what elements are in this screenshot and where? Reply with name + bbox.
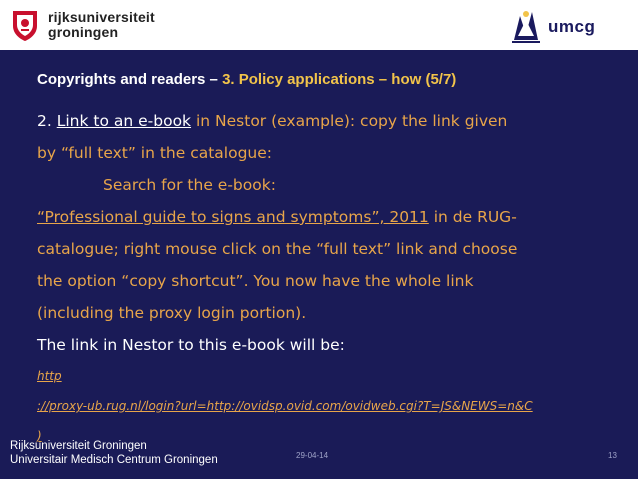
slide-body bbox=[37, 105, 638, 451]
footer bbox=[0, 437, 638, 479]
rug-name-line1: rijksuniversiteit bbox=[48, 9, 155, 25]
rug-wordmark bbox=[48, 10, 155, 40]
body-line-3: Search for the e-book: bbox=[103, 176, 276, 194]
step-number: 2. bbox=[37, 112, 57, 130]
umcg-emblem-icon bbox=[508, 6, 544, 46]
page-number: 13 bbox=[608, 451, 617, 460]
footer-institution bbox=[10, 439, 218, 467]
line1-text: in Nestor (example): copy the link given bbox=[191, 112, 508, 130]
body-line-6: the option “copy shortcut”. You now have the whole link bbox=[37, 272, 474, 290]
footer-inst-line1: Rijksuniversiteit Groningen bbox=[10, 440, 147, 452]
body-line-2: by “full text” in the catalogue: bbox=[37, 144, 273, 162]
umcg-logo bbox=[508, 6, 628, 46]
footer-inst-line2: Universitair Medisch Centrum Groningen bbox=[10, 454, 218, 466]
footer-date: 29-04-14 bbox=[296, 451, 329, 460]
rug-name-line2: groningen bbox=[48, 24, 119, 40]
rug-logo bbox=[10, 8, 160, 44]
body-line-1 bbox=[37, 105, 638, 137]
line4-text: in de RUG- bbox=[428, 208, 517, 226]
ebook-link[interactable]: Link to an e-book bbox=[56, 112, 192, 130]
slide-content-area bbox=[0, 50, 638, 479]
rug-seal-icon bbox=[10, 8, 40, 42]
nestor-url-part3[interactable]: ) bbox=[37, 429, 42, 443]
body-line-8: The link in Nestor to this e-book will be: bbox=[37, 336, 345, 354]
header-bar bbox=[0, 0, 638, 50]
body-line-7: (including the proxy login portion). bbox=[37, 304, 307, 322]
umcg-wordmark: umcg bbox=[548, 17, 596, 36]
nestor-url-part1[interactable]: http bbox=[37, 369, 62, 383]
book-title-link[interactable]: “Professional guide to signs and symptoms”, 2011 bbox=[37, 208, 429, 226]
title-main: Copyrights and readers – bbox=[37, 71, 223, 88]
body-line-5: catalogue; right mouse click on the “full text” link and choose bbox=[37, 240, 518, 258]
nestor-url-part2[interactable]: ://proxy-ub.rug.nl/login?url=http://ovidsp.ovid.com/ovidweb.cgi?T=JS&NEWS=n&C bbox=[37, 399, 533, 413]
title-accent: 3. Policy applications – how (5/7) bbox=[222, 71, 457, 88]
slide-title bbox=[37, 71, 456, 88]
body-line-4 bbox=[37, 201, 638, 233]
